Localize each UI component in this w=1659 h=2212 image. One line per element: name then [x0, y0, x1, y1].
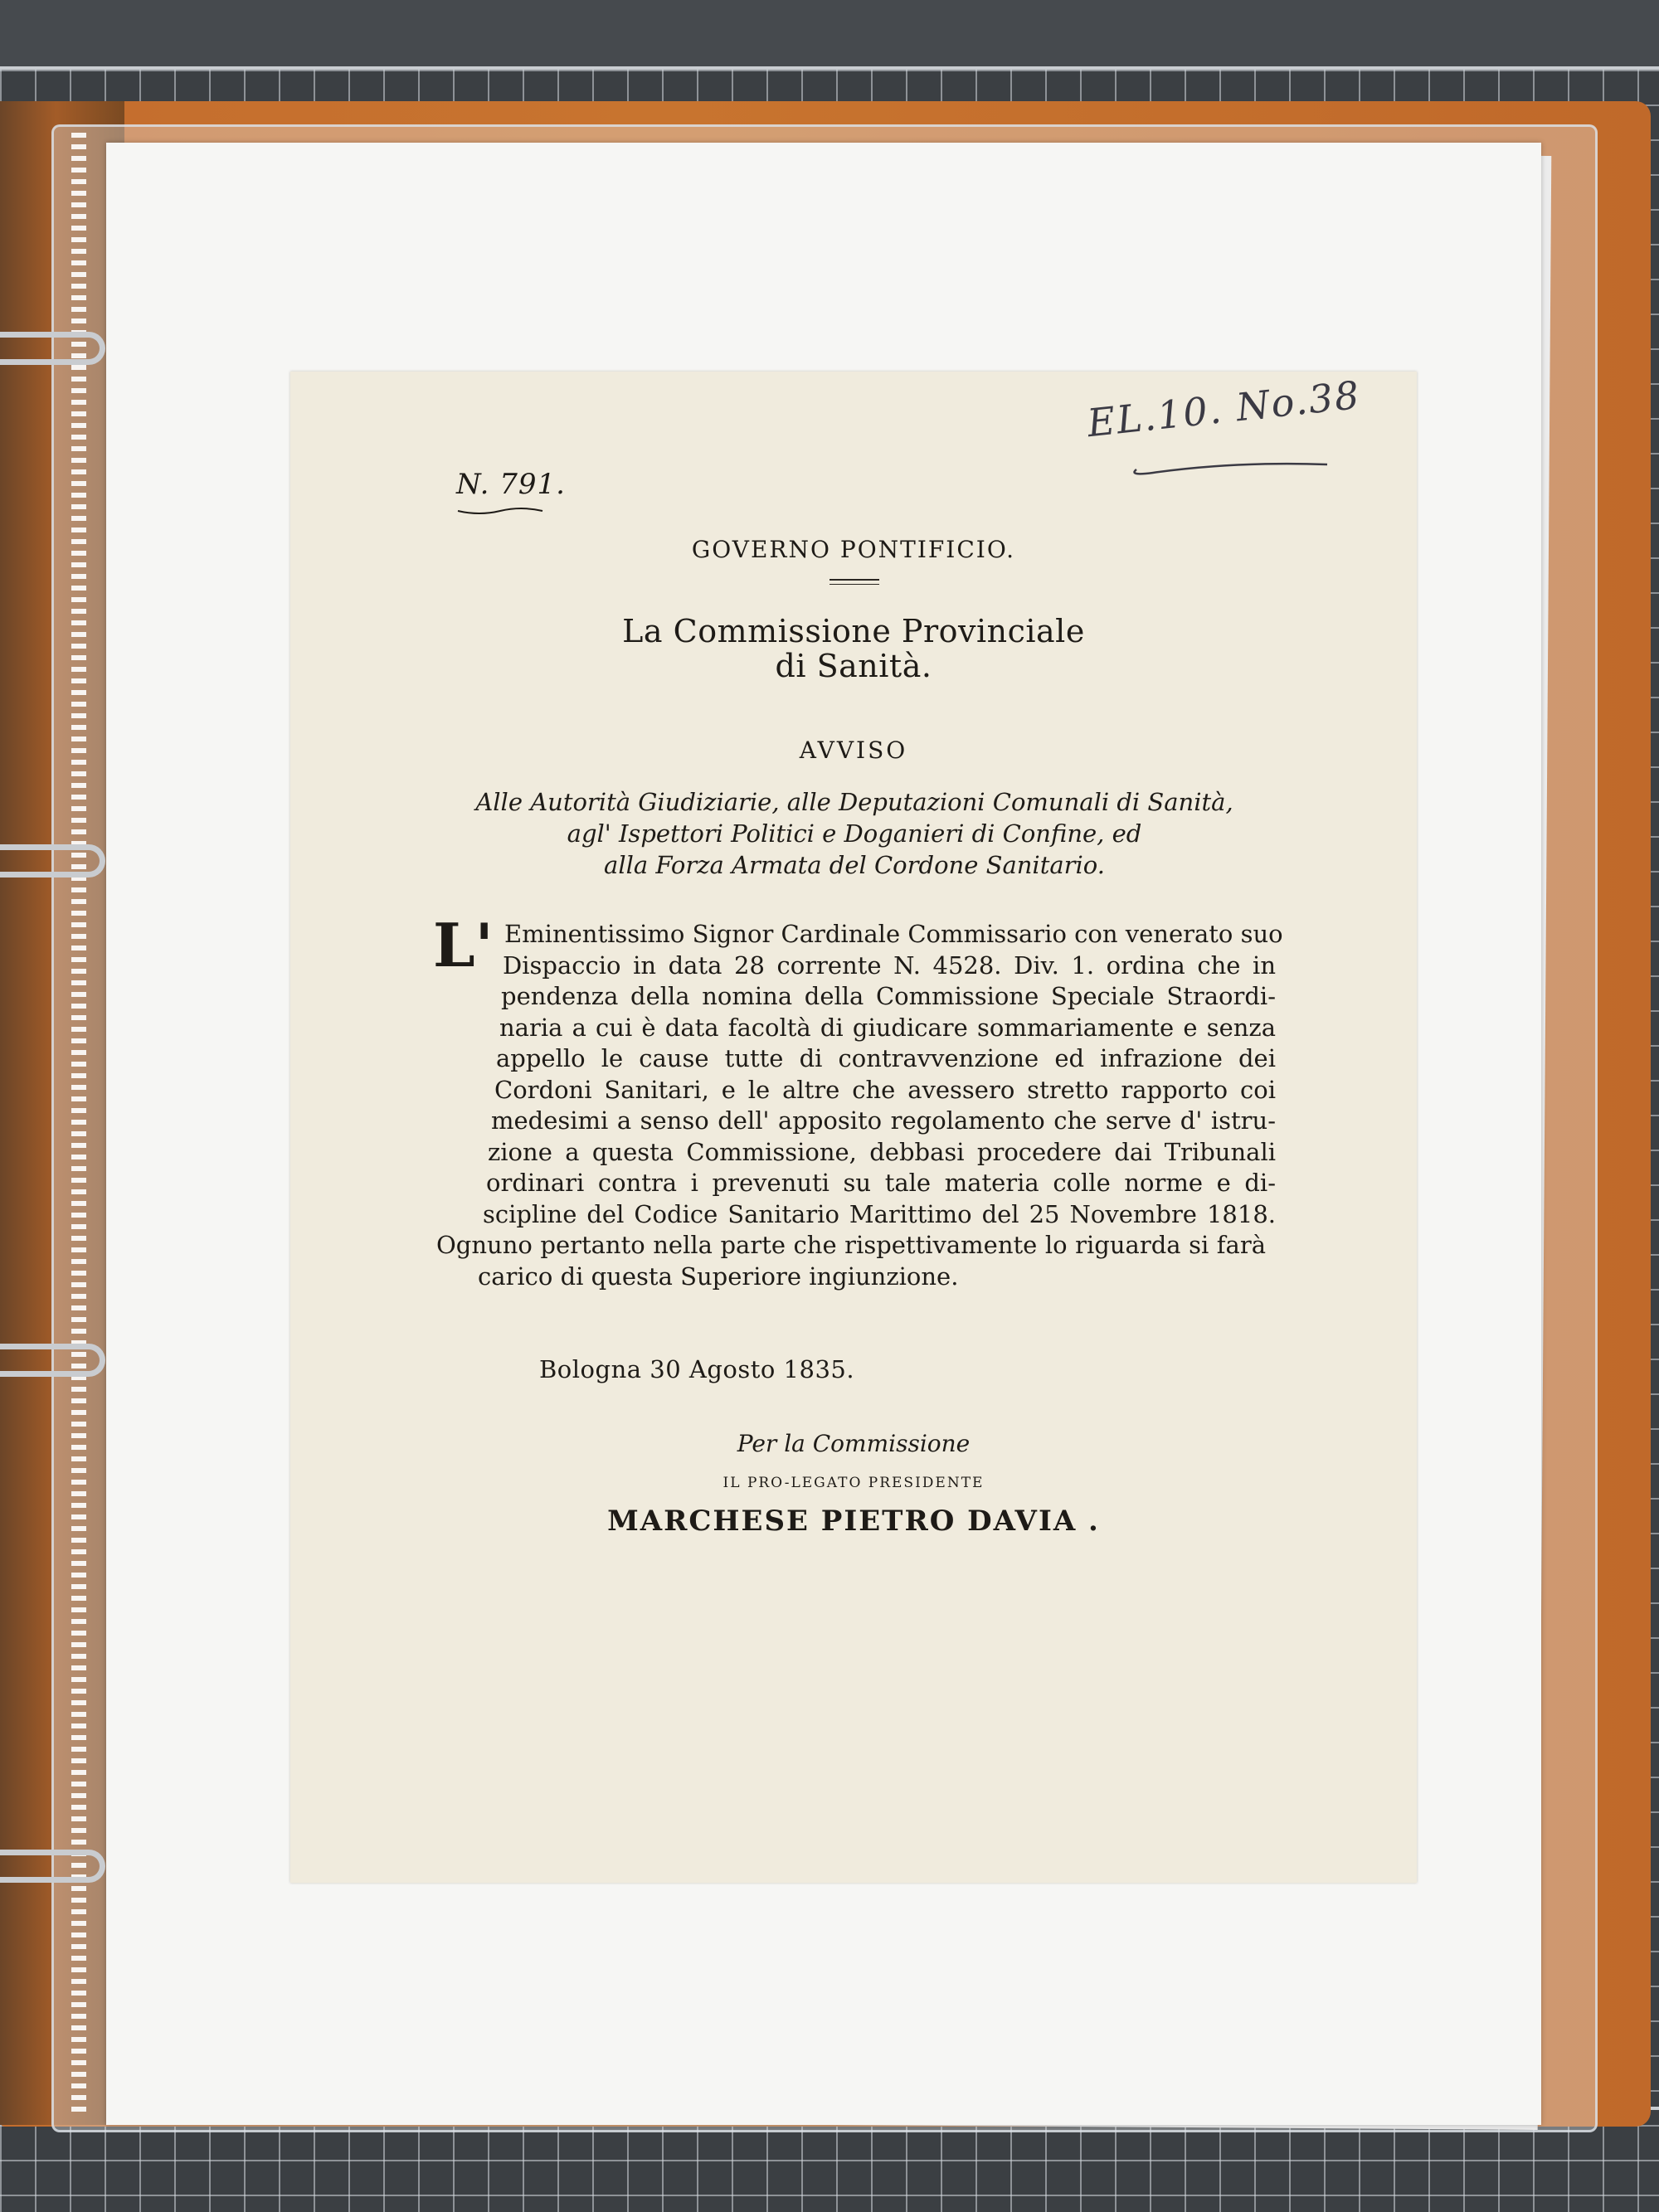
body-line: appello le cause tutte di contravvenzione ed infrazione dei: [496, 1044, 1276, 1072]
mat-ruler-line-top: [0, 66, 1659, 70]
handwritten-annotation: EL.10. No.38: [1085, 372, 1363, 446]
government-heading: GOVERNO PONTIFICIO.: [691, 536, 1016, 563]
annotation-flourish-icon: [1120, 453, 1335, 478]
addressee-line: alla Forza Armata del Cordone Sanitario.: [604, 851, 1105, 879]
addressees: [423, 786, 1286, 881]
addressee-line: agl' Ispettori Politici e Doganieri di Confine, ed: [567, 819, 1142, 848]
decree-body: [433, 910, 1418, 1292]
body-line: zione a questa Commissione, debbasi procedere dai Tribunali: [488, 1137, 1276, 1166]
signature-for: Per la Commissione: [737, 1430, 971, 1457]
body-line: naria a cui è data facoltà di giudicare sommariamente e senza: [499, 1013, 1276, 1042]
drop-cap: L': [433, 910, 494, 980]
sleeve-perforation: [71, 133, 86, 2115]
binder-ring-icon: [0, 1344, 105, 1377]
body-line: Cordoni Sanitari, e le altre che avessero stretto rapporto coi: [494, 1075, 1276, 1104]
body-line: Eminentissimo Signor Cardinale Commissario con venerato suo: [504, 920, 1283, 948]
commission-line-1: La Commissione Provinciale: [622, 613, 1085, 649]
commission-heading: [290, 614, 1417, 683]
binder-ring-icon: [0, 844, 105, 878]
body-line: Ognuno pertanto nella parte che rispettivamente lo riguarda si farà: [436, 1231, 1266, 1259]
heading-rule: [830, 579, 879, 585]
addressee-line: Alle Autorità Giudiziarie, alle Deputazioni Comunali di Sanità,: [475, 788, 1233, 816]
binder-ring-icon: [0, 1850, 105, 1883]
notice-heading: AVVISO: [799, 737, 908, 764]
document-number: N. 791.: [456, 468, 566, 501]
number-flourish-icon: [455, 504, 546, 518]
body-line: Dispaccio in data 28 corrente N. 4528. Div. 1. ordina che in: [503, 950, 1276, 980]
body-line: medesimi a senso dell' apposito regolamento che serve d' istru-: [491, 1106, 1276, 1135]
mat-top-band: [0, 0, 1659, 68]
signature-title: IL PRO-LEGATO PRESIDENTE: [722, 1475, 985, 1491]
signature-name: MARCHESE PIETRO DAVIA .: [607, 1505, 1100, 1538]
body-line: ordinari contra i prevenuti su tale materia colle norme e di-: [486, 1169, 1276, 1197]
body-line: scipline del Codice Sanitario Marittimo del 25 Novembre 1818.: [483, 1199, 1276, 1228]
body-line: pendenza della nomina della Commissione Speciale Straordi-: [501, 982, 1276, 1010]
binder-ring-icon: [0, 332, 105, 365]
place-and-date: Bologna 30 Agosto 1835.: [539, 1355, 855, 1383]
body-line: carico di questa Superiore ingiunzione.: [478, 1262, 959, 1291]
decree-document: [290, 372, 1417, 1883]
commission-line-2: di Sanità.: [775, 648, 932, 684]
